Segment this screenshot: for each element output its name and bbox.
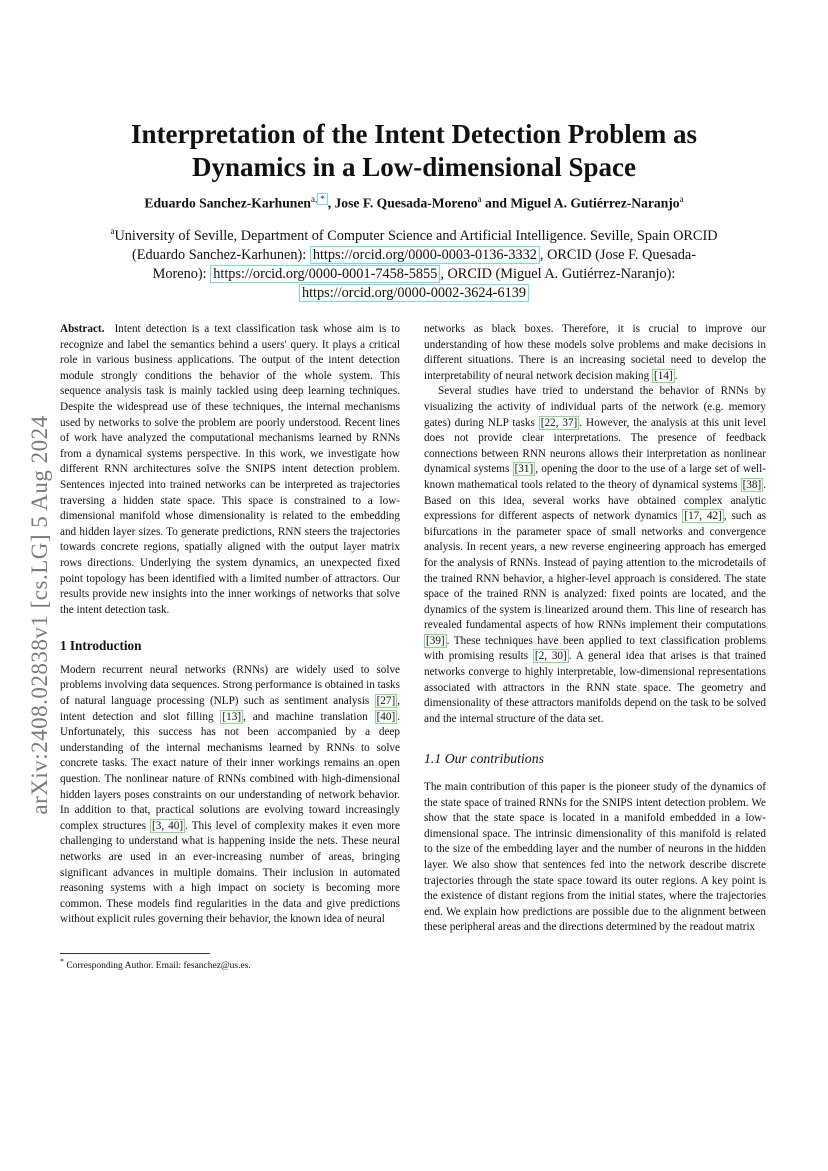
cite-40[interactable]: [40]: [376, 710, 396, 723]
right-text-4: . However, the analysis at this unit level does not provide clear interpretations. The presence of feedback connections between RNN neurons allows their interpretation as nonlinear dynamical systems: [424, 416, 767, 476]
intro-text-4: . Unfortunately, this success has not been accompanied by a deep understanding of the internal mechanisms learned by RNNs to solve concrete tasks. The exact nature of their inner workings remains an open question. The nonlinear nature of RNNs combined with high-dimensional hidden layers poses constraints on our understanding of network behavior. In addition to that, practical solutions are evolving toward increasingly complex structures: [60, 710, 400, 832]
right-text-3: Several studies have tried to understand the behavior of RNNs by visualizing the activity of individual parts of the network (e.g. memory gates) during NLP tasks: [424, 385, 766, 429]
arxiv-sidebar: [20, 360, 60, 870]
author-3: and Miguel A. Gutiérrez-Naranjo: [481, 195, 680, 211]
abstract: [60, 322, 400, 618]
footnote-rule: [60, 953, 210, 954]
orcid-1-link[interactable]: https://orcid.org/0000-0003-0136-3332: [310, 246, 540, 264]
abstract-text: Intent detection is a text classification task whose aim is to recognize and label the semantics behind a users' query. It plays a critical role in various business applications. The output of the intent detection module strongly conditions the behavior of the whole system. This sequence analysis task is mainly tackled using deep learning techniques. Despite the widespread use of these techniques, the internal mechanisms used by networks to solve the problem are poorly understood. Recent lines of work have analyzed the computational mechanisms learned by RNNs from a dynamical systems perspective. In this work, we investigate how different RNN architectures solve the SNIPS intent detection problem. Sentences injected into trained networks can be interpreted as trajectories traversing a hidden state space. This space is constrained to a low-dimensional manifold whose dimensionality is related to the embedding and hidden layer sizes. To generate predictions, RNN steers the trajectories towards concrete regions, spatially aligned with the output layer matrix rows directions. Underlying the system dynamics, an unexpected fixed point topology has been identified with a limited number of attractors. Our results provide new insights into the inner workings of networks that solve the intent detection task.: [60, 323, 401, 616]
author-1: Eduardo Sanchez-Karhunen: [144, 195, 311, 211]
cite-27[interactable]: [27]: [376, 695, 396, 708]
cite-3-40[interactable]: [3, 40]: [152, 819, 184, 832]
cite-17-42[interactable]: [17, 42]: [684, 510, 722, 523]
right-text-2: .: [674, 369, 678, 382]
right-text-1: networks as black boxes. Therefore, it is crucial to improve our understanding of how these models solve problems and make decisions in different situations. There is an increasing societal need to develop the interpretability of neural network decision making: [424, 323, 766, 382]
right-text-6: . Based on this idea, several works have obtained complex analytic expressions for different aspects of network dynamics: [424, 478, 766, 523]
author-list: [80, 193, 748, 212]
author-1-affil: a,: [310, 194, 318, 204]
right-paragraph-3: The main contribution of this paper is the pioneer study of the dynamics of the state space of trained RNNs for the SNIPS intent detection problem. We show that the state space is located in a manifold embedded in a low-dimensional space. The intrinsic dimensionality of this manifold is related to the size of the embedding layer and the number of neurons in the hidden layer. We also show that sentences fed into the network describe discrete trajectories through the state space toward its outer regions. A key point is the existence of distant regions from the initial states, where the trajectories end. We explain how predictions are possible due to the alignment between these peripheral areas and the directions determined by the readout matrix: [424, 781, 766, 934]
right-text-5: , opening the door to the use of a large set of well-known mathematical tools related to the theory of dynamical systems: [424, 463, 766, 491]
intro-text-5: . This level of complexity makes it even more challenging to understand what is happening inside the nets. These neural networks are used in an ever-increasing number of areas, bringing significant advances in multiple domains. Their inclusion in automated reasoning systems with a high impact on society is becoming more common. These models find regularities in the data and give predictions without explicit rules governing their behavior, the known idea of neural: [60, 819, 400, 926]
author-3-affil: a: [679, 194, 684, 204]
footnote: [60, 957, 251, 971]
right-text-9: . A general idea that arises is that trained networks converge to highly interpretable, low-dimensional representations associated with attractors in the RNN state space. The geometry and dimensionality of these attractors manifolds depend on the task to be solved and the internal structure of the data set.: [424, 650, 766, 725]
abstract-label: Abstract.: [60, 323, 105, 335]
orcid-3-label: , ORCID (Miguel A. Gutiérrez-Naranjo):: [440, 265, 676, 282]
left-column: [60, 322, 400, 928]
title-line-1: Interpretation of the Intent Detection Problem as: [131, 119, 697, 149]
right-paragraph-1: [424, 322, 766, 384]
section-heading-intro: 1 Introduction: [60, 638, 142, 654]
right-text-8: . These techniques have been applied to text classification problems with promising results: [424, 634, 766, 663]
author-2: , Jose F. Quesada-Moreno: [327, 195, 478, 211]
paper-title: [80, 118, 748, 184]
cite-31[interactable]: [31]: [514, 463, 534, 476]
cite-2-30[interactable]: [2, 30]: [534, 650, 567, 663]
orcid-1-label: ORCID (Eduardo Sanchez-Karhunen):: [131, 227, 718, 263]
affiliation: [110, 222, 718, 303]
title-line-2: Dynamics in a Low-dimensional Space: [191, 152, 637, 182]
intro-text-1: Modern recurrent neural networks (RNNs) are widely used to solve problems involving data sequences. Strong performance is obtained in tasks of natural language processing (NLP) such as sentiment analysis: [60, 663, 400, 708]
intro-paragraph: [60, 663, 400, 928]
cite-13[interactable]: [13]: [222, 710, 242, 723]
subsection-heading-contributions: 1.1 Our contributions: [424, 751, 544, 767]
intro-text-3: , and machine translation: [243, 710, 375, 723]
orcid-3-link[interactable]: https://orcid.org/0000-0002-3624-6139: [299, 284, 529, 302]
cite-39[interactable]: [39]: [426, 634, 445, 647]
affil-marker: a: [110, 226, 115, 236]
footnote-mark: *: [60, 957, 64, 966]
arxiv-id: arXiv:2408.02838v1 [cs.LG] 5 Aug 2024: [27, 415, 52, 815]
footnote-text: Corresponding Author. Email: fesanchez@us.es.: [66, 961, 251, 972]
author-2-affil: a: [477, 194, 482, 204]
corresponding-author-link[interactable]: *: [317, 193, 328, 205]
cite-14[interactable]: [14]: [654, 369, 673, 382]
right-text-7: , such as bifurcations in the parameter space of small networks and convergence analysis. In recent years, a new reverse engineering approach has emerged for the analysis of RNNs. Instead of paying attention to the microdetails of the trained RNN behavior, a higher-level approach is considered. The state space of the trained RNN is analyzed: fixed points are located, and the dynamics of the system is linearized around them. This line of research has revealed fundamental aspects of how RNNs implement their computations: [424, 510, 767, 632]
right-column: [424, 322, 766, 936]
cite-22-37[interactable]: [22, 37]: [540, 416, 578, 429]
orcid-2-link[interactable]: https://orcid.org/0000-0001-7458-5855: [210, 265, 440, 283]
right-paragraph-2: [424, 384, 766, 727]
intro-text-2: , intent detection and slot filling: [60, 695, 400, 723]
cite-38[interactable]: [38]: [742, 478, 762, 491]
orcid-2-label: , ORCID (Jose F. Quesada-Moreno):: [152, 246, 697, 282]
affil-institution: University of Seville, Department of Computer Science and Artificial Intelligence. Seville, Spain: [114, 227, 670, 244]
